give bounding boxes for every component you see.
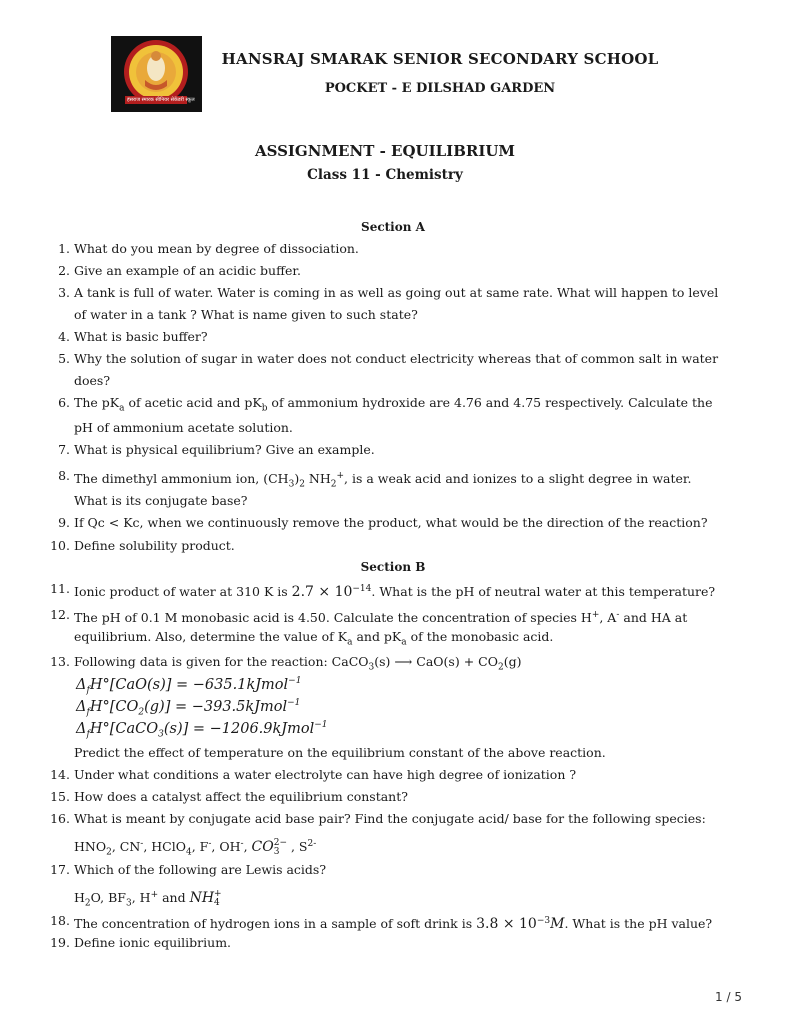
question-number: 10. [50,538,70,553]
question-4 [58,326,734,348]
assignment-subtitle: Class 11 - Chemistry [307,167,463,183]
question-number: 9. [58,515,70,530]
section-b-heading: Section B [360,560,426,574]
question-17-species: $H_2O$, $BF_3$, H+ and NH + 4 [74,888,222,909]
question-text: Under what conditions a water electrolyte can have high degree of ionization ? [74,767,577,782]
question-13-continued: Predict the effect of temperature on the equilibrium constant of the above reaction. [74,745,606,760]
question-3 [58,282,734,304]
question-11 [50,578,734,603]
question-number: 19. [50,935,70,950]
question-text: How does a catalyst affect the equilibrium constant? [74,789,408,804]
question-number: 3. [58,285,70,300]
question-number: 7. [58,442,70,457]
question-19 [50,932,734,954]
question-5 [58,348,734,370]
school-name: HANSRAJ SMARAK SENIOR SECONDARY SCHOOL [221,50,659,68]
question-number: 17. [50,862,70,877]
question-text: What do you mean by degree of dissociation. [74,241,359,256]
question-number: 1. [58,241,70,256]
question-12-continued: equilibrium. Also, determine the value of $K_a$ and $pK_a$ of the monobasic acid. [74,629,554,648]
question-text: The dimethyl ammonium ion, $(CH_3)_2$ $NH_2^+$, is a weak acid and ionizes to a slight degree in water. [74,471,692,490]
question-10 [50,535,734,557]
question-number: 4. [58,329,70,344]
question-9 [58,512,734,534]
school-logo [111,36,202,112]
question-6 [58,392,734,420]
question-text: Why the solution of sugar in water does not conduct electricity whereas that of common salt in water [74,351,719,366]
question-text: Define ionic equilibrium. [74,935,232,950]
assignment-title: ASSIGNMENT - EQUILIBRIUM [254,142,516,160]
question-8-continued: What is its conjugate base? [74,493,248,508]
question-13 [50,651,734,679]
question-16-species: $HNO_2$, CN-, HClO$_4$, F-, OH-, CO 2− 3 , $S^{2-}$ [74,837,317,858]
question-number: 15. [50,789,70,804]
question-text: The pH of 0.1 M monobasic acid is 4.50. Calculate the concentration of species H+, A- and HA at [74,610,688,626]
question-text: A tank is full of water. Water is coming in as well as going out at same rate. What will happen to level [74,285,719,300]
question-5-continued: does? [74,373,111,388]
question-text: Define solubility product. [74,538,235,553]
question-14 [50,764,734,786]
enthalpy-caco3: $\Delta_fH^\circ[CaCO_3(s)]$ = −1206.9kJmol$^{-1}$ [76,720,328,740]
question-number: 5. [58,351,70,366]
enthalpy-cao: $\Delta_fH^\circ[CaO(s)]$ = −635.1kJmol$^{-1}$ [76,676,302,696]
question-number: 8. [58,468,70,483]
question-text: Give an example of an acidic buffer. [74,263,301,278]
question-7 [58,439,734,461]
question-text: The concentration of hydrogen ions in a sample of soft drink is $3.8 \times 10^{-3}M$. What is the pH value? [74,916,713,933]
question-2 [58,260,734,282]
question-text: The $pK_a$ of acetic acid and $pK_b$ of ammonium hydroxide are 4.76 and 4.75 respectively. Calculate the [74,395,713,414]
question-text: What is meant by conjugate acid base pair? Find the conjugate acid/ base for the following species: [74,811,706,826]
question-number: 6. [58,395,70,410]
question-text: Following data is given for the reaction: CaCO$_3$(s) ⟶ $CaO(s) + CO_2(g)$ [74,654,522,673]
page-indicator: 1 / 5 [715,990,742,1004]
question-text: Which of the following are Lewis acids? [74,862,327,877]
question-number: 14. [50,767,70,782]
question-number: 16. [50,811,70,826]
section-a-heading: Section A [361,220,425,234]
enthalpy-co2: $\Delta_fH^\circ[CO_2(g)]$ = −393.5kJmol$^{-1}$ [76,698,301,718]
logo-text: हंसराज स्मारक सीनियर सेकेंडरी स्कूल [127,97,195,103]
question-16 [50,808,734,830]
question-number: 11. [50,581,70,596]
school-address: POCKET - E DILSHAD GARDEN [324,81,556,96]
question-17 [50,859,734,881]
question-text: If Qc < Kc, when we continuously remove the product, what would be the direction of the reaction? [74,515,708,530]
question-15 [50,786,734,808]
question-number: 2. [58,263,70,278]
question-text: What is basic buffer? [74,329,208,344]
question-number: 12. [50,607,70,622]
question-text: Ionic product of water at 310 K is $2.7 \times 10^{-14}$. What is the pH of neutral water at this temperature? [74,584,716,601]
question-number: 18. [50,913,70,928]
question-text: What is physical equilibrium? Give an example. [74,442,375,457]
question-1 [58,238,734,260]
question-3-continued: of water in a tank ? What is name given to such state? [74,307,418,322]
question-6-continued: pH of ammonium acetate solution. [74,420,293,435]
question-number: 13. [50,654,70,669]
